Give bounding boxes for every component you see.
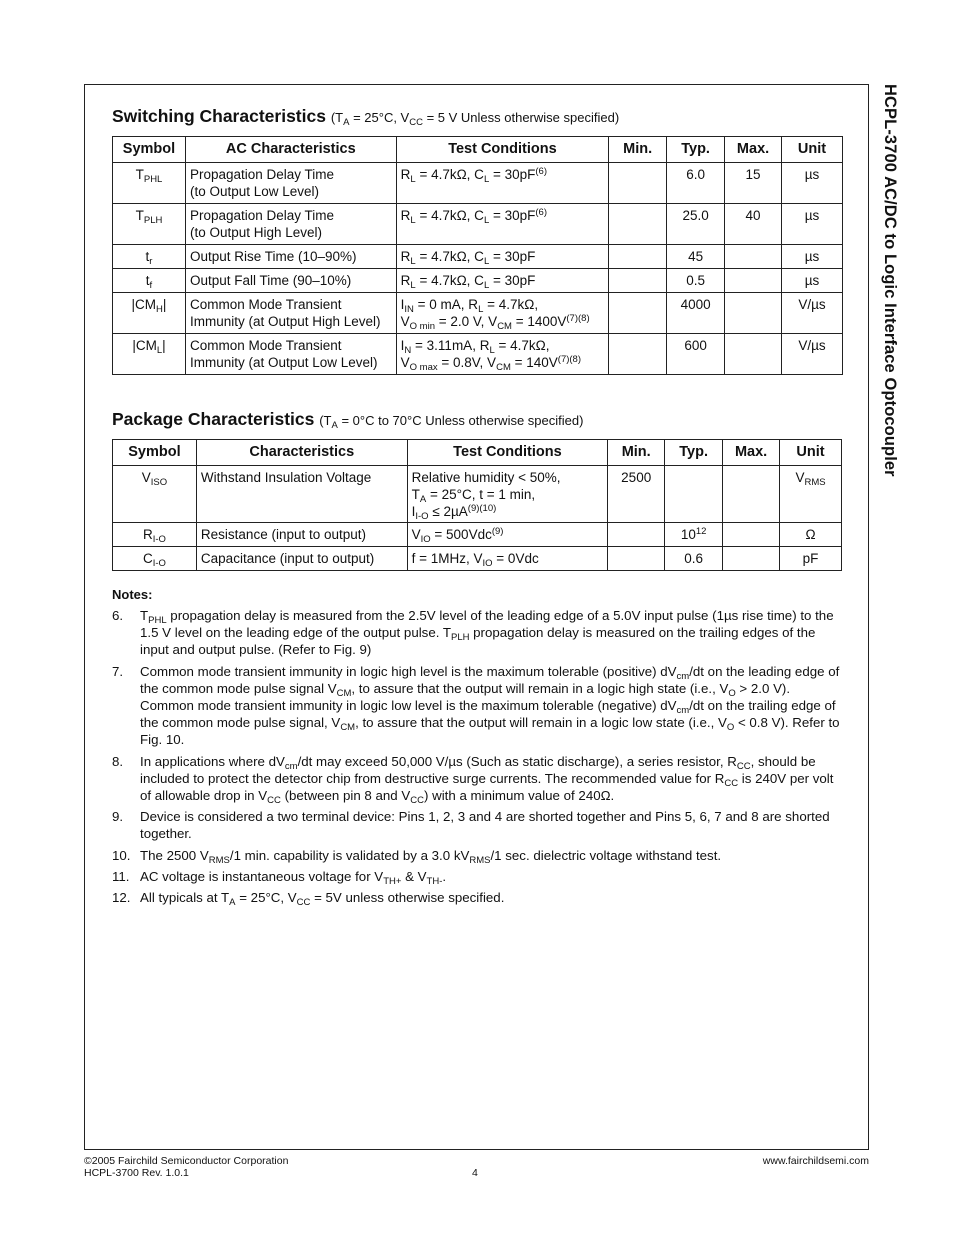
switching-cell-unit: V/µs bbox=[782, 293, 843, 334]
note-text: All typicals at $T_A = 25^\circ C$, $V_{CC} = 5V$ unless otherwise specified. bbox=[140, 890, 505, 909]
switching-condition: ($T_A = 25^\circ C$, $V_{CC} = 5$ V Unless otherwise specified) bbox=[330, 110, 620, 128]
package-row bbox=[113, 547, 842, 571]
package-header-0: Symbol bbox=[113, 440, 197, 466]
note-number: 9. bbox=[112, 809, 124, 825]
switching-cell-max bbox=[725, 269, 782, 293]
switching-header-5: Max. bbox=[725, 137, 782, 163]
note-text: AC voltage is instantaneous voltage for $V_{TH+}$ & $V_{TH-}$. bbox=[140, 868, 447, 887]
switching-cell-unit: µs bbox=[782, 245, 843, 269]
package-cell-min bbox=[608, 523, 665, 547]
package-header-2: Test Conditions bbox=[407, 440, 608, 466]
switching-cell-max bbox=[725, 245, 782, 269]
package-cell-cond: $V_{IO} = 500Vdc^{(9)}$ bbox=[407, 523, 608, 547]
switching-table bbox=[112, 136, 843, 375]
footer-website: www.fairchildsemi.com bbox=[762, 1155, 869, 1167]
switching-cell-symbol: $|CM_H|$ bbox=[113, 293, 186, 334]
switching-cell-char: Output Rise Time (10–90%) bbox=[185, 245, 396, 269]
package-table bbox=[112, 439, 842, 571]
footer-copyright: ©2005 Fairchild Semiconductor Corporation bbox=[84, 1155, 289, 1167]
note-item bbox=[112, 808, 842, 842]
notes-title: Notes: bbox=[112, 587, 153, 602]
switching-header-6: Unit bbox=[782, 137, 843, 163]
package-cell-char: Withstand Insulation Voltage bbox=[196, 466, 407, 523]
switching-cell-cond: $R_L = 4.7k\Omega$, $C_L = 30pF$ bbox=[396, 269, 609, 293]
note-number: 10. bbox=[112, 847, 131, 863]
switching-cell-unit: µs bbox=[782, 163, 843, 204]
switching-cell-char: Output Fall Time (90–10%) bbox=[185, 269, 396, 293]
note-text: In applications where $dV_{cm}/dt$ may exceed 50,000 V/µs (Such as static discharge), a series resistor, $R_{CC}$, should be included to protect the detector chip from destructive surge currents. The recommended value for $R_{CC}$ is 240V per volt of allowable drop in $V_{CC}$ (between pin 8 and $V_{CC}$) with a minimum value of 240Ω. bbox=[140, 753, 834, 807]
switching-cell-cond: $I_N = 3.11mA$, $R_L = 4.7k\Omega$, $V_{O max} = 0.8V$, $V_{CM} = 140V^{(7)(8)}$ bbox=[396, 334, 609, 375]
switching-cell-cond: $R_L = 4.7k\Omega$, $C_L = 30pF^{(6)}$ bbox=[396, 163, 609, 204]
notes-list bbox=[112, 607, 842, 910]
switching-row bbox=[113, 245, 843, 269]
switching-row bbox=[113, 204, 843, 245]
package-row bbox=[113, 466, 842, 523]
note-text: Device is considered a two terminal device: Pins 1, 2, 3 and 4 are shorted together and Pins 5, 6, 7 and 8 are shorted together. bbox=[140, 809, 830, 842]
switching-header-3: Min. bbox=[609, 137, 667, 163]
switching-row bbox=[113, 163, 843, 204]
switching-cell-max: 40 bbox=[725, 204, 782, 245]
switching-header-4: Typ. bbox=[667, 137, 725, 163]
switching-cell-min bbox=[609, 269, 667, 293]
switching-cell-typ: 6.0 bbox=[667, 163, 725, 204]
switching-cell-max bbox=[725, 334, 782, 375]
package-header-3: Min. bbox=[608, 440, 665, 466]
package-cell-min bbox=[608, 547, 665, 571]
switching-cell-cond: $R_L = 4.7k\Omega$, $C_L = 30pF$ bbox=[396, 245, 609, 269]
note-number: 12. bbox=[112, 890, 131, 906]
package-cell-char: Capacitance (input to output) bbox=[196, 547, 407, 571]
note-item bbox=[112, 663, 842, 749]
note-number: 7. bbox=[112, 663, 124, 679]
switching-cell-typ: 0.5 bbox=[667, 269, 725, 293]
switching-cell-min bbox=[609, 293, 667, 334]
switching-cell-min bbox=[609, 334, 667, 375]
side-title: HCPL-3700 AC/DC to Logic Interface Optocoupler bbox=[881, 84, 899, 477]
switching-cell-min bbox=[609, 204, 667, 245]
package-cell-typ bbox=[665, 466, 723, 523]
switching-row bbox=[113, 293, 843, 334]
package-cell-char: Resistance (input to output) bbox=[196, 523, 407, 547]
footer-revision: HCPL-3700 Rev. 1.0.1 bbox=[84, 1167, 189, 1179]
note-item bbox=[112, 607, 842, 659]
switching-cell-unit: µs bbox=[782, 269, 843, 293]
switching-cell-symbol: $T_{PLH}$ bbox=[113, 204, 186, 245]
switching-header-0: Symbol bbox=[113, 137, 186, 163]
page-number: 4 bbox=[472, 1167, 478, 1179]
switching-cell-max bbox=[725, 293, 782, 334]
switching-cell-max: 15 bbox=[725, 163, 782, 204]
note-text: The 2500 $V_{RMS}/1$ min. capability is validated by a 3.0 $kV_{RMS}/1$ sec. dielectric voltage withstand test. bbox=[140, 847, 722, 866]
footer-left bbox=[84, 1155, 288, 1179]
package-title: Package Characteristics ($T_A = 0^\circ C$ to 70°C Unless otherwise specified) bbox=[112, 409, 584, 431]
package-cell-symbol: $R_{I-O}$ bbox=[113, 523, 197, 547]
switching-cell-typ: 600 bbox=[667, 334, 725, 375]
switching-cell-symbol: $t_f$ bbox=[113, 269, 186, 293]
switching-header-2: Test Conditions bbox=[396, 137, 609, 163]
package-header-1: Characteristics bbox=[196, 440, 407, 466]
switching-cell-unit: V/µs bbox=[782, 334, 843, 375]
switching-cell-char: Common Mode Transient Immunity (at Output High Level) bbox=[185, 293, 396, 334]
switching-cell-symbol: $|CM_L|$ bbox=[113, 334, 186, 375]
package-cell-cond: Relative humidity < 50%, $T_A = 25^\circ C$, t = 1 min, $I_{I-O} \le 2\mu A^{(9)(10)}$ bbox=[407, 466, 608, 523]
package-cell-typ: $10^{12}$ bbox=[665, 523, 723, 547]
switching-cell-min bbox=[609, 163, 667, 204]
note-number: 11. bbox=[112, 868, 130, 884]
package-condition: ($T_A = 0^\circ C$ to 70°C Unless otherwise specified) bbox=[319, 413, 584, 431]
switching-cell-unit: µs bbox=[782, 204, 843, 245]
switching-cell-symbol: $T_{PHL}$ bbox=[113, 163, 186, 204]
note-item bbox=[112, 753, 842, 805]
note-number: 8. bbox=[112, 753, 124, 769]
switching-row bbox=[113, 269, 843, 293]
switching-cell-typ: 45 bbox=[667, 245, 725, 269]
note-item bbox=[112, 889, 842, 909]
note-text: Common mode transient immunity in logic high level is the maximum tolerable (positive) $dV_{cm}/dt$ on the leading edge of the common mode pulse signal $V_{CM}$, to assure that the output will remain in a logic high state (i.e., $V_O > 2.0$ V). Common mode transient immunity in logic low level is the maximum tolerable (negative) $dV_{cm}/dt$ on the trailing edge of the common mode pulse signal, $V_{CM}$, to assure that the output will remain in a logic low state (i.e., $V_O < 0.8$ V). Refer to Fig. 10. bbox=[140, 663, 840, 748]
package-cell-unit: pF bbox=[780, 547, 842, 571]
package-cell-cond: f = 1MHz, $V_{IO} = 0Vdc$ bbox=[407, 547, 608, 571]
package-cell-symbol: $C_{I-O}$ bbox=[113, 547, 197, 571]
package-cell-unit: Ω bbox=[780, 523, 842, 547]
switching-title: Switching Characteristics ($T_A = 25^\circ C$, $V_{CC} = 5$ V Unless otherwise specified) bbox=[112, 106, 620, 128]
package-header-6: Unit bbox=[780, 440, 842, 466]
switching-cell-typ: 25.0 bbox=[667, 204, 725, 245]
switching-cell-char: Common Mode Transient Immunity (at Output Low Level) bbox=[185, 334, 396, 375]
package-cell-unit: $V_{RMS}$ bbox=[780, 466, 842, 523]
switching-cell-char: Propagation Delay Time (to Output High Level) bbox=[185, 204, 396, 245]
switching-cell-symbol: $t_r$ bbox=[113, 245, 186, 269]
switching-cell-cond: $I_{IN} = 0$ mA, $R_L = 4.7k\Omega$, $V_{O min} = 2.0$ V, $V_{CM} = 1400V^{(7)(8)}$ bbox=[396, 293, 609, 334]
package-row bbox=[113, 523, 842, 547]
package-cell-max bbox=[723, 523, 780, 547]
package-cell-min: 2500 bbox=[608, 466, 665, 523]
note-text: $T_{PHL}$ propagation delay is measured from the 2.5V level of the leading edge of a 5.0V input pulse (1µs rise time) to the 1.5 V level on the leading edge of the output pulse. $T_{PLH}$ propagation delay is measured on the trailing edges of the input and output pulse. (Refer to Fig. 9) bbox=[140, 608, 834, 658]
switching-header-1: AC Characteristics bbox=[185, 137, 396, 163]
switching-cell-min bbox=[609, 245, 667, 269]
package-cell-max bbox=[723, 466, 780, 523]
note-item bbox=[112, 868, 842, 885]
package-cell-max bbox=[723, 547, 780, 571]
package-cell-symbol: $V_{ISO}$ bbox=[113, 466, 197, 523]
switching-cell-char: Propagation Delay Time (to Output Low Level) bbox=[185, 163, 396, 204]
package-header-5: Max. bbox=[723, 440, 780, 466]
switching-cell-cond: $R_L = 4.7k\Omega$, $C_L = 30pF^{(6)}$ bbox=[396, 204, 609, 245]
package-cell-typ: 0.6 bbox=[665, 547, 723, 571]
note-number: 6. bbox=[112, 608, 124, 623]
switching-row bbox=[113, 334, 843, 375]
package-header-4: Typ. bbox=[665, 440, 723, 466]
note-item bbox=[112, 847, 842, 864]
switching-cell-typ: 4000 bbox=[667, 293, 725, 334]
